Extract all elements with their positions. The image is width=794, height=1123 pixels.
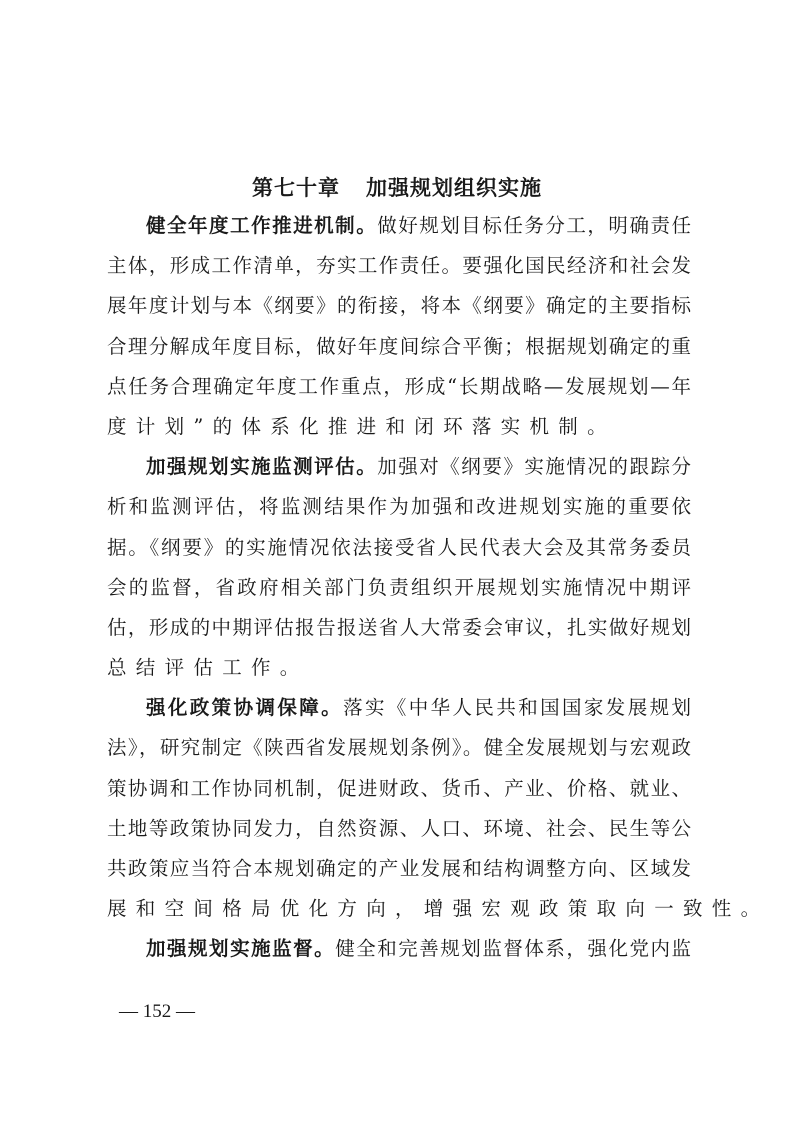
paragraph	[107, 447, 694, 688]
paragraph-line: 展和空间格局优化方向，增强宏观政策取向一致性。	[107, 897, 770, 921]
paragraph-lead: 加强规划实施监测评估。	[146, 455, 378, 479]
paragraph-line: 估，形成的中期评估报告报送省人大常委会审议，扎实做好规划	[107, 615, 693, 639]
paragraph-line: 总结评估工作。	[107, 656, 309, 680]
chapter-number: 第七十章	[252, 176, 340, 200]
document-body	[107, 206, 770, 970]
paragraph-line: 度计划”的体系化推进和闭环落实机制。	[107, 414, 616, 438]
paragraph-line: 策协调和工作协同机制，促进财政、货币、产业、价格、就业、	[107, 776, 693, 800]
paragraph	[107, 929, 691, 969]
paragraph	[107, 206, 691, 447]
paragraph-line: 展年度计划与本《纲要》的衔接，将本《纲要》确定的主要指标	[107, 294, 693, 318]
paragraph-line: 土地等政策协同发力，自然资源、人口、环境、社会、民生等公	[107, 816, 693, 840]
chapter-title	[0, 172, 794, 202]
paragraph-line: 法》，研究制定《陕西省发展规划条例》。健全发展规划与宏观政	[107, 736, 693, 760]
paragraph-line: 据。《纲要》的实施情况依法接受省人民代表大会及其常务委员	[107, 535, 693, 559]
paragraph-line: 合理分解成年度目标，做好年度间综合平衡；根据规划确定的重	[107, 334, 693, 358]
paragraph-line: 共政策应当符合本规划确定的产业发展和结构调整方向、区域发	[107, 857, 693, 880]
paragraph-line: 点任务合理确定年度工作重点，形成“长期战略—发展规划—年	[107, 374, 693, 398]
paragraph-line: 析和监测评估，将监测结果作为加强和改进规划实施的重要依	[107, 495, 694, 519]
chapter-title-text: 加强规划组织实施	[366, 176, 542, 200]
paragraph	[107, 688, 770, 929]
paragraph-lead: 健全年度工作推进机制。	[146, 214, 378, 237]
paragraph-line: 会的监督，省政府相关部门负责组织开展规划实施情况中期评	[107, 575, 694, 599]
paragraph-lead: 加强规划实施监督。	[146, 937, 336, 961]
paragraph-line: 健全年度工作推进机制。做好规划目标任务分工，明确责任	[146, 214, 693, 237]
paragraph-lead: 强化政策协调保障。	[146, 696, 344, 720]
paragraph-line: 强化政策协调保障。落实《中华人民共和国国家发展规划	[146, 696, 694, 720]
paragraph-line: 主体，形成工作清单，夯实工作责任。要强化国民经济和社会发	[107, 254, 693, 278]
paragraph-line: 加强规划实施监测评估。加强对《纲要》实施情况的跟踪分	[146, 455, 693, 479]
page-number: — 152 —	[119, 1001, 195, 1022]
paragraph-line: 加强规划实施监督。健全和完善规划监督体系，强化党内监	[146, 937, 693, 961]
